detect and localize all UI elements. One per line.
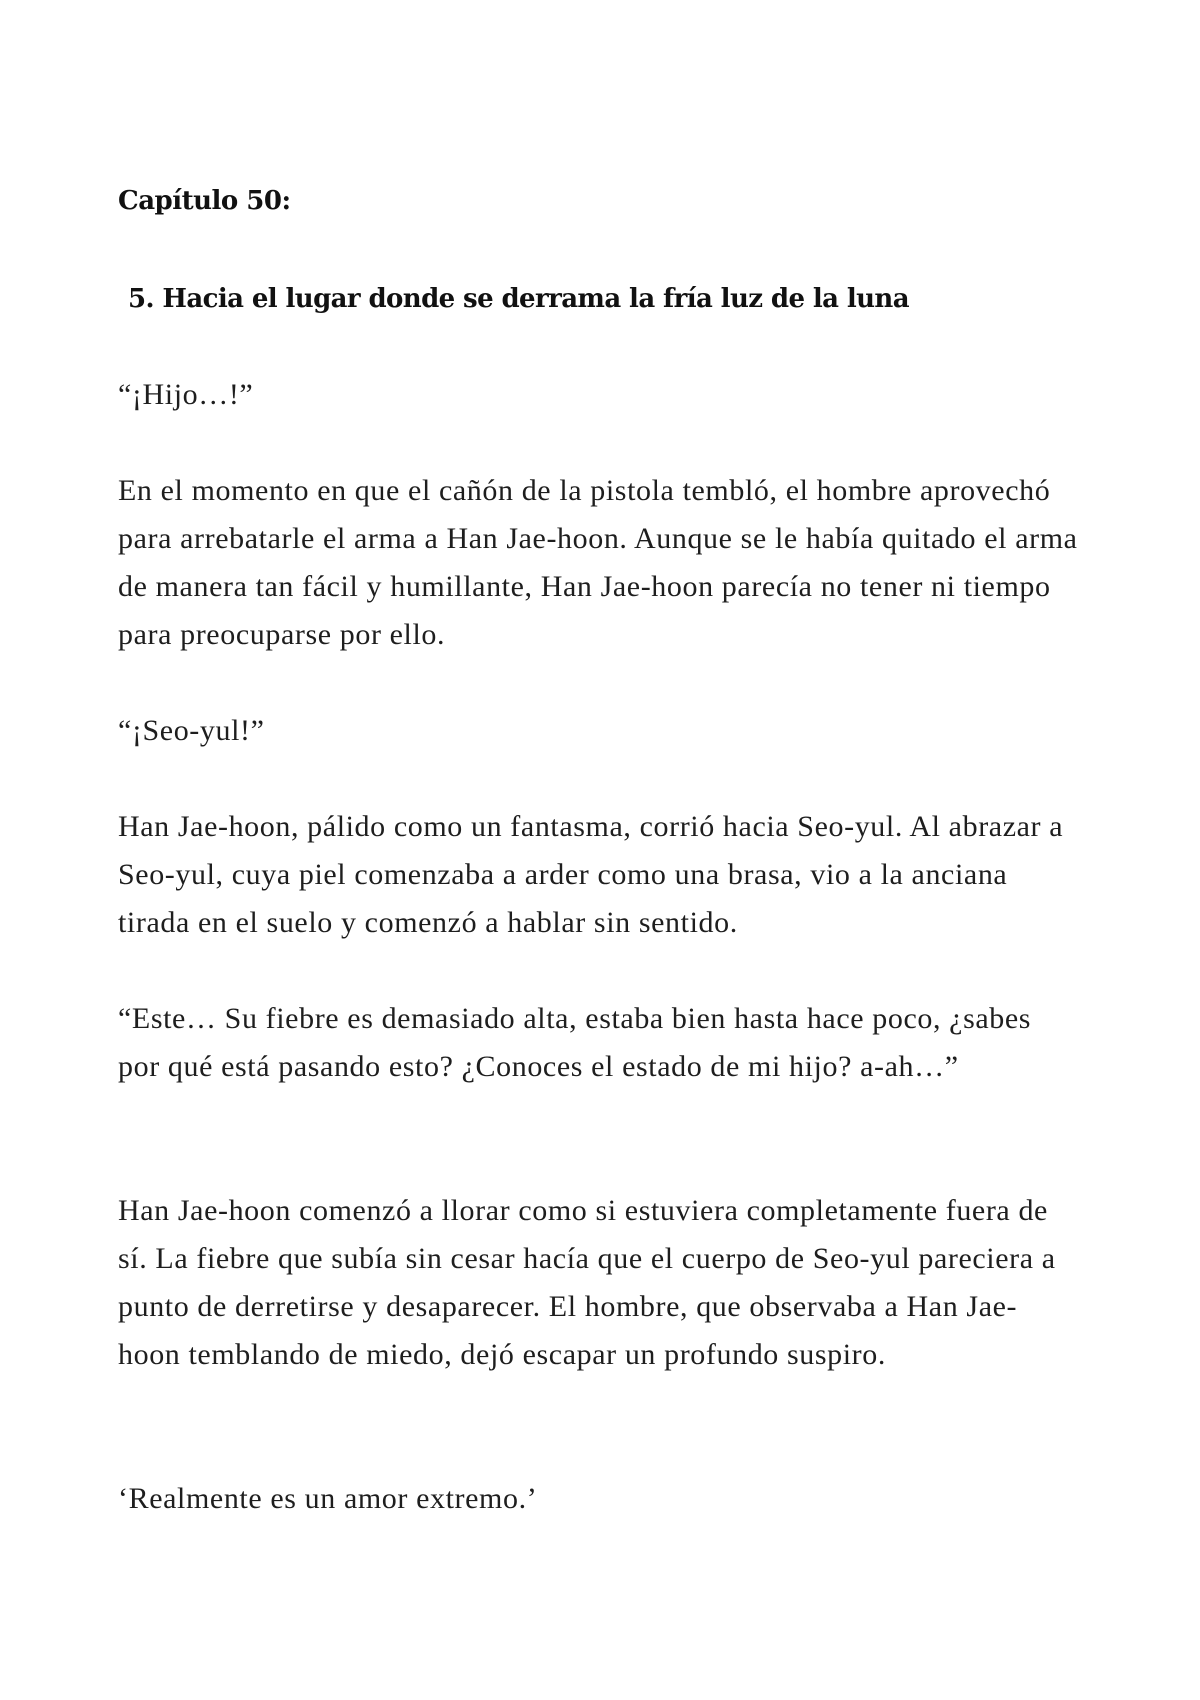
narrative-paragraph: Han Jae-hoon, pálido como un fantasma, corrió hacia Seo-yul. Al abrazar a Seo-yul, cuya piel comenzaba a arder como una brasa, vio a la anciana tirada en el suelo y comenzó a hablar sin sentido.	[118, 810, 1064, 939]
chapter-title: Capítulo 50:	[118, 186, 291, 216]
narrative-paragraph: En el momento en que el cañón de la pistola tembló, el hombre aprovechó para arrebatarle el arma a Han Jae-hoon. Aunque se le había quitado el arma de manera tan fácil y humillante, Han Jae-hoon parecía no tener ni tiempo para preocuparse por ello.	[118, 474, 1078, 651]
section-title: 5. Hacia el lugar donde se derrama la fría luz de la luna	[128, 284, 909, 314]
dialogue-paragraph: “¡Seo-yul!”	[118, 714, 265, 747]
thought-paragraph: ‘Realmente es un amor extremo.’	[118, 1482, 538, 1515]
dialogue-paragraph: “¡Hijo…!”	[118, 378, 254, 411]
dialogue-paragraph: “Este… Su fiebre es demasiado alta, estaba bien hasta hace poco, ¿sabes por qué está pasando esto? ¿Conoces el estado de mi hijo? a-ah…”	[118, 1002, 1032, 1083]
narrative-paragraph: Han Jae-hoon comenzó a llorar como si estuviera completamente fuera de sí. La fiebre que subía sin cesar hacía que el cuerpo de Seo-yul pareciera a punto de derretirse y desaparecer. El hombre, que observaba a Han Jae-hoon temblando de miedo, dejó escapar un profundo suspiro.	[118, 1194, 1056, 1371]
